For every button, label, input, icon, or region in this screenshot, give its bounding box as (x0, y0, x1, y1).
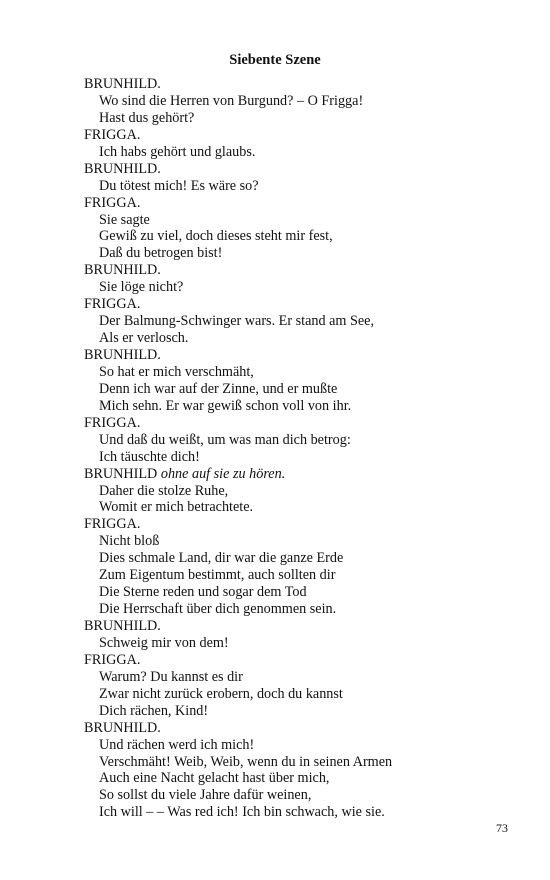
verse-line (84, 533, 524, 550)
speaker-name (84, 161, 524, 178)
verse-text: Ich täuschte dich! (99, 448, 200, 465)
speaker-name (84, 195, 524, 212)
verse-line (84, 703, 524, 720)
verse-line (84, 635, 524, 652)
speaker-name (84, 516, 524, 533)
speaker-name (84, 127, 524, 144)
speaker-name (84, 296, 524, 313)
verse-line (84, 279, 524, 296)
verse-line (84, 381, 524, 398)
verse-line (84, 144, 524, 161)
speaker-name (84, 262, 524, 279)
verse-text: Nicht bloß (99, 533, 160, 550)
stage-direction: ohne auf sie zu hören. (160, 465, 286, 482)
verse-line (84, 313, 524, 330)
verse-text: Dies schmale Land, dir war die ganze Erde (99, 550, 344, 567)
verse-text: Die Sterne reden und sogar dem Tod (99, 584, 307, 601)
verse-line (84, 737, 524, 754)
speaker-label: FRIGGA. (84, 126, 141, 143)
verse-text: Der Balmung-Schwinger wars. Er stand am See, (99, 313, 375, 330)
verse-line (84, 499, 524, 516)
speaker-name (84, 720, 524, 737)
verse-line (84, 245, 524, 262)
speaker-label: FRIGGA. (84, 194, 141, 211)
verse-text: Und rächen werd ich mich! (99, 736, 255, 753)
verse-text: Zum Eigentum bestimmt, auch sollten dir (99, 567, 336, 584)
verse-line (84, 449, 524, 466)
speaker-label: FRIGGA. (84, 296, 141, 313)
verse-text: Hast dus gehört? (99, 109, 195, 126)
verse-line (84, 550, 524, 567)
verse-line (84, 601, 524, 618)
verse-text: Dich rächen, Kind! (99, 702, 209, 719)
verse-text: Und daß du weißt, um was man dich betrog: (99, 431, 351, 448)
verse-line (84, 364, 524, 381)
speaker-label: FRIGGA. (84, 516, 141, 533)
speaker-name (84, 76, 524, 93)
verse-text: Verschmäht! Weib, Weib, wenn du in seinen Armen (99, 753, 393, 770)
verse-text: Womit er mich betrachtete. (99, 499, 254, 516)
verse-line (84, 178, 524, 195)
verse-line (84, 228, 524, 245)
speaker-label: BRUNHILD. (84, 719, 161, 736)
verse-text: Zwar nicht zurück erobern, doch du kannst (99, 685, 343, 702)
speaker-name (84, 618, 524, 635)
verse-text: Gewiß zu viel, doch dieses steht mir fest, (99, 228, 333, 245)
verse-text: Warum? Du kannst es dir (99, 668, 243, 685)
speaker-label: FRIGGA. (84, 414, 141, 431)
verse-line (84, 432, 524, 449)
verse-line (84, 330, 524, 347)
verse-line (84, 483, 524, 500)
verse-line (84, 212, 524, 229)
verse-line (84, 398, 524, 415)
verse-text: Ich will – – Was red ich! Ich bin schwach, wie sie. (99, 804, 385, 821)
speaker-label: BRUNHILD. (84, 160, 161, 177)
verse-text: Sie sagte (99, 211, 150, 228)
speaker-label: BRUNHILD (84, 465, 158, 482)
speaker-label: BRUNHILD. (84, 262, 161, 279)
verse-line (84, 770, 524, 787)
verse-line (84, 584, 524, 601)
verse-line (84, 567, 524, 584)
verse-line (84, 93, 524, 110)
speaker-label: BRUNHILD. (84, 347, 161, 363)
verse-text: Du tötest mich! Es wäre so? (99, 177, 259, 194)
verse-text: Ich habs gehört und glaubs. (99, 143, 256, 160)
verse-line (84, 686, 524, 703)
verse-text: So hat er mich verschmäht, (99, 363, 254, 380)
verse-text: Auch eine Nacht gelacht hast über mich, (99, 770, 330, 787)
speaker-label: BRUNHILD. (84, 76, 161, 92)
verse-line (84, 669, 524, 686)
verse-text: Denn ich war auf der Zinne, und er mußte (99, 380, 338, 397)
speaker-name (84, 347, 524, 364)
verse-text: Wo sind die Herren von Burgund? – O Frigga! (99, 92, 364, 109)
verse-text: Daß du betrogen bist! (99, 245, 223, 262)
scene-title: Siebente Szene (229, 52, 321, 68)
dialogue-text (84, 76, 524, 821)
speaker-name (84, 466, 524, 483)
verse-line (84, 787, 524, 804)
verse-line (84, 804, 524, 821)
speaker-label: FRIGGA. (84, 651, 141, 668)
verse-line (84, 754, 524, 771)
verse-text: Sie löge nicht? (99, 279, 184, 296)
verse-text: Als er verlosch. (99, 330, 189, 347)
verse-text: Mich sehn. Er war gewiß schon voll von ihr. (99, 397, 352, 414)
speaker-name (84, 415, 524, 432)
speaker-name (84, 652, 524, 669)
verse-text: Schweig mir von dem! (99, 634, 229, 651)
verse-text: Daher die stolze Ruhe, (99, 482, 229, 499)
speaker-label: BRUNHILD. (84, 618, 161, 634)
page-number: 73 (496, 821, 508, 835)
verse-text: So sollst du viele Jahre dafür weinen, (99, 787, 312, 804)
verse-text: Die Herrschaft über dich genommen sein. (99, 601, 337, 618)
verse-line (84, 110, 524, 127)
